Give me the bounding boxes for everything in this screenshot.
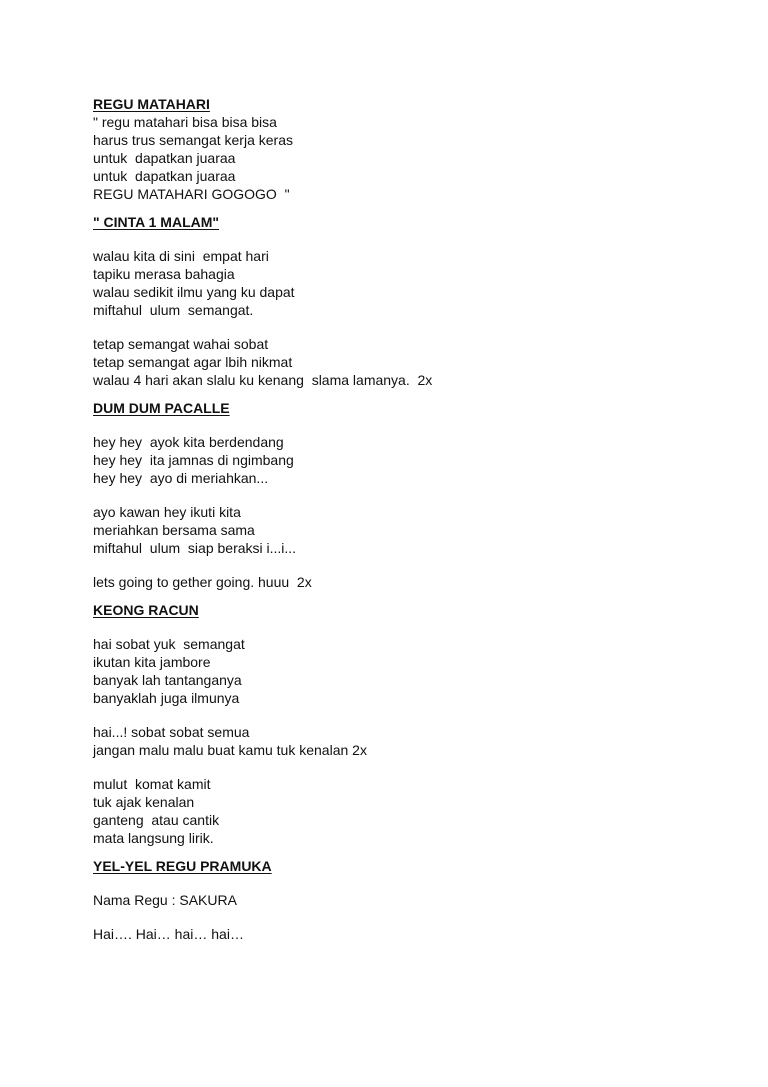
lyric-line: banyaklah juga ilmunya	[93, 690, 240, 706]
lyric-line: banyak lah tantanganya	[93, 672, 242, 688]
lyric-line: walau 4 hari akan slalu ku kenang slama lamanya. 2x	[93, 372, 433, 388]
stanza	[93, 723, 733, 759]
song-title: REGU MATAHARI	[93, 96, 210, 112]
stanza	[93, 635, 733, 707]
stanza	[93, 925, 733, 943]
lyric-line: walau kita di sini empat hari	[93, 248, 269, 264]
stanza	[93, 775, 733, 847]
lyric-line: " regu matahari bisa bisa bisa	[93, 114, 277, 130]
song-yel-yel-regu-pramuka	[93, 857, 733, 943]
lyric-line: mata langsung lirik.	[93, 830, 214, 846]
lyric-line: Nama Regu : SAKURA	[93, 892, 237, 908]
lyric-line: hey hey ita jamnas di ngimbang	[93, 452, 294, 468]
lyric-line: miftahul ulum semangat.	[93, 302, 254, 318]
lyric-line: tetap semangat wahai sobat	[93, 336, 269, 352]
lyric-line: hai...! sobat sobat semua	[93, 724, 250, 740]
lyric-line: hey hey ayo di meriahkan...	[93, 470, 269, 486]
stanza	[93, 335, 733, 389]
lyric-line: ikutan kita jambore	[93, 654, 211, 670]
lyric-line: mulut komat kamit	[93, 776, 211, 792]
lyric-line: walau sedikit ilmu yang ku dapat	[93, 284, 295, 300]
lyric-line: untuk dapatkan juaraa	[93, 168, 236, 184]
lyric-line: untuk dapatkan juaraa	[93, 150, 236, 166]
lyric-line: meriahkan bersama sama	[93, 522, 255, 538]
lyric-line: tetap semangat agar lbih nikmat	[93, 354, 293, 370]
lyric-line: harus trus semangat kerja keras	[93, 132, 293, 148]
lyric-line: jangan malu malu buat kamu tuk kenalan 2x	[93, 742, 367, 758]
stanza	[93, 573, 733, 591]
stanza	[93, 891, 733, 909]
song-title: " CINTA 1 MALAM"	[93, 214, 220, 230]
song-title: KEONG RACUN	[93, 602, 199, 618]
lyric-line: tapiku merasa bahagia	[93, 266, 235, 282]
lyric-line: ayo kawan hey ikuti kita	[93, 504, 241, 520]
stanza	[93, 503, 733, 557]
song-keong-racun	[93, 601, 733, 847]
lyric-line: ganteng atau cantik	[93, 812, 220, 828]
stanza	[93, 113, 733, 203]
song-cinta-1-malam	[93, 213, 733, 389]
lyric-line: lets going to gether going. huuu 2x	[93, 574, 312, 590]
song-title: DUM DUM PACALLE	[93, 400, 230, 416]
song-dum-dum-pacalle	[93, 399, 733, 591]
stanza	[93, 433, 733, 487]
lyric-line: Hai…. Hai… hai… hai…	[93, 926, 244, 942]
lyric-line: tuk ajak kenalan	[93, 794, 195, 810]
document-page	[93, 95, 733, 943]
lyric-line: REGU MATAHARI GOGOGO "	[93, 186, 290, 202]
song-regu-matahari	[93, 95, 733, 203]
song-title: YEL-YEL REGU PRAMUKA	[93, 858, 272, 874]
lyric-line: hey hey ayok kita berdendang	[93, 434, 284, 450]
stanza	[93, 247, 733, 319]
lyric-line: miftahul ulum siap beraksi i...i...	[93, 540, 297, 556]
lyric-line: hai sobat yuk semangat	[93, 636, 245, 652]
